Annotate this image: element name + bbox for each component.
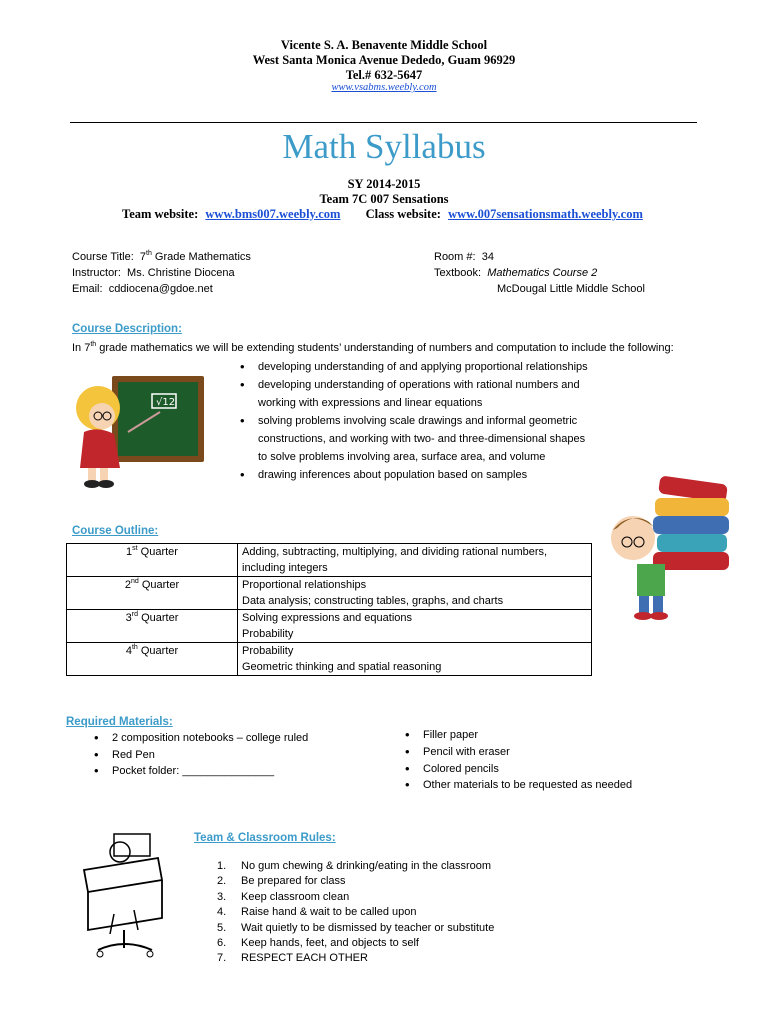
topic-line: Proportional relationships xyxy=(242,579,367,591)
course-description-heading: Course Description: xyxy=(72,323,182,335)
topics-cell xyxy=(238,643,592,676)
course-description-intro: In 7th grade mathematics we will be extending students’ understanding of numbers and computation to include the following: xyxy=(72,341,674,354)
required-materials-heading: Required Materials: xyxy=(66,716,173,728)
class-website-label: Class website: xyxy=(365,207,441,221)
material-item: • Red Pen xyxy=(90,747,390,764)
topic-line: Geometric thinking and spatial reasoning xyxy=(242,661,442,673)
outline-row xyxy=(67,544,592,577)
description-bullet-line: to solve problems involving area, surface area, and volume xyxy=(258,451,546,463)
outline-row xyxy=(67,610,592,643)
rules-list xyxy=(217,859,637,967)
material-item: • Pocket folder: _______________ xyxy=(90,763,390,780)
student-desk-icon xyxy=(74,830,172,970)
rule-item xyxy=(217,905,637,920)
quarter-cell: 3rd Quarter xyxy=(67,610,238,643)
rule-number: 2. xyxy=(217,875,227,888)
email-value: cddiocena@gdoe.net xyxy=(108,283,213,295)
header-divider xyxy=(70,122,697,123)
rule-text: Wait quietly to be dismissed by teacher or substitute xyxy=(241,921,495,934)
description-bullets xyxy=(236,358,656,484)
material-item: • Colored pencils xyxy=(401,761,731,778)
class-website-link[interactable]: www.007sensationsmath.weebly.com xyxy=(448,207,643,221)
material-item: • 2 composition notebooks – college ruled xyxy=(90,730,390,747)
description-bullet-line: • developing understanding of and applying proportional relationships xyxy=(258,361,588,373)
description-bullet-line: working with expressions and linear equations xyxy=(258,397,483,409)
description-bullet xyxy=(236,358,656,376)
websites-line xyxy=(122,207,722,222)
rule-item xyxy=(217,890,637,905)
team-website-link[interactable]: www.bms007.weebly.com xyxy=(205,207,341,221)
quarter-cell: 4th Quarter xyxy=(67,643,238,676)
description-bullet-line: constructions, and working with two- and three-dimensional shapes xyxy=(258,433,586,445)
description-bullet-line: • developing understanding of operations with rational numbers and xyxy=(258,379,580,391)
material-item: • Other materials to be requested as needed xyxy=(401,777,731,794)
topic-line: Solving expressions and equations xyxy=(242,612,413,624)
topic-line: Probability xyxy=(242,645,294,657)
email-line: Email: cddiocena@gdoe.net xyxy=(72,283,213,295)
rule-text: Raise hand & wait to be called upon xyxy=(241,906,417,919)
rule-item xyxy=(217,859,637,874)
team-name: Team 7C 007 Sensations xyxy=(319,192,449,206)
school-address: West Santa Monica Avenue Dededo, Guam 96929 xyxy=(252,53,516,67)
rule-number: 5. xyxy=(217,921,227,934)
rule-item xyxy=(217,921,637,936)
rule-number: 1. xyxy=(217,860,227,872)
topic-line: Probability xyxy=(242,628,294,640)
rule-text: Keep hands, feet, and objects to self xyxy=(241,937,419,950)
student-books-icon xyxy=(603,472,743,624)
topic-line: including integers xyxy=(242,562,328,574)
quarter-cell: 2nd Quarter xyxy=(67,577,238,610)
school-name: Vicente S. A. Benavente Middle School xyxy=(280,38,488,52)
outline-row xyxy=(67,577,592,610)
course-outline-table xyxy=(66,543,592,676)
rule-item xyxy=(217,936,637,951)
school-phone: Tel.# 632-5647 xyxy=(345,68,423,82)
outline-row xyxy=(67,643,592,676)
teacher-chalkboard-icon xyxy=(68,372,206,492)
topics-cell xyxy=(238,577,592,610)
rule-number: 6. xyxy=(217,937,227,950)
rule-number: 4. xyxy=(217,906,227,919)
rule-text: RESPECT EACH OTHER xyxy=(241,952,368,965)
topics-cell xyxy=(238,544,592,577)
materials-right-list xyxy=(401,727,731,794)
publisher-line: McDougal Little Middle School xyxy=(497,283,645,295)
material-item: • Filler paper xyxy=(401,727,731,744)
rule-item xyxy=(217,874,637,889)
page-title: Math Syllabus xyxy=(282,127,486,166)
rule-number: 3. xyxy=(217,890,227,903)
description-bullet xyxy=(236,376,656,412)
school-year: SY 2014-2015 xyxy=(347,177,421,191)
rule-text: No gum chewing & drinking/eating in the classroom xyxy=(241,860,492,872)
description-bullet xyxy=(236,466,656,484)
rule-text: Be prepared for class xyxy=(241,875,346,888)
rule-item xyxy=(217,951,637,966)
rules-heading: Team & Classroom Rules: xyxy=(194,832,336,844)
textbook-line: Textbook: Mathematics Course 2 xyxy=(434,267,598,279)
quarter-cell: 1st Quarter xyxy=(67,544,238,577)
materials-left-list xyxy=(90,730,390,780)
topics-cell xyxy=(238,610,592,643)
instructor-line: Instructor: Ms. Christine Diocena xyxy=(72,267,235,279)
rule-text: Keep classroom clean xyxy=(241,890,350,903)
team-website-label: Team website: xyxy=(122,207,199,221)
rule-number: 7. xyxy=(217,952,227,965)
topic-line: Adding, subtracting, multiplying, and dividing rational numbers, xyxy=(242,546,548,558)
course-title-line: Course Title: 7th Grade Mathematics xyxy=(72,250,251,263)
description-bullet xyxy=(236,412,656,466)
course-outline-heading: Course Outline: xyxy=(72,525,159,537)
material-item: • Pencil with eraser xyxy=(401,744,731,761)
description-bullet-line: • drawing inferences about population based on samples xyxy=(258,469,528,481)
school-website-link[interactable]: www.vsabms.weebly.com xyxy=(331,82,437,93)
topic-line: Data analysis; constructing tables, graphs, and charts xyxy=(242,595,504,607)
description-bullet-line: • solving problems involving scale drawings and informal geometric xyxy=(258,415,578,427)
svg-text:√12: √12 xyxy=(156,397,176,408)
room-line: Room #: 34 xyxy=(434,251,494,263)
